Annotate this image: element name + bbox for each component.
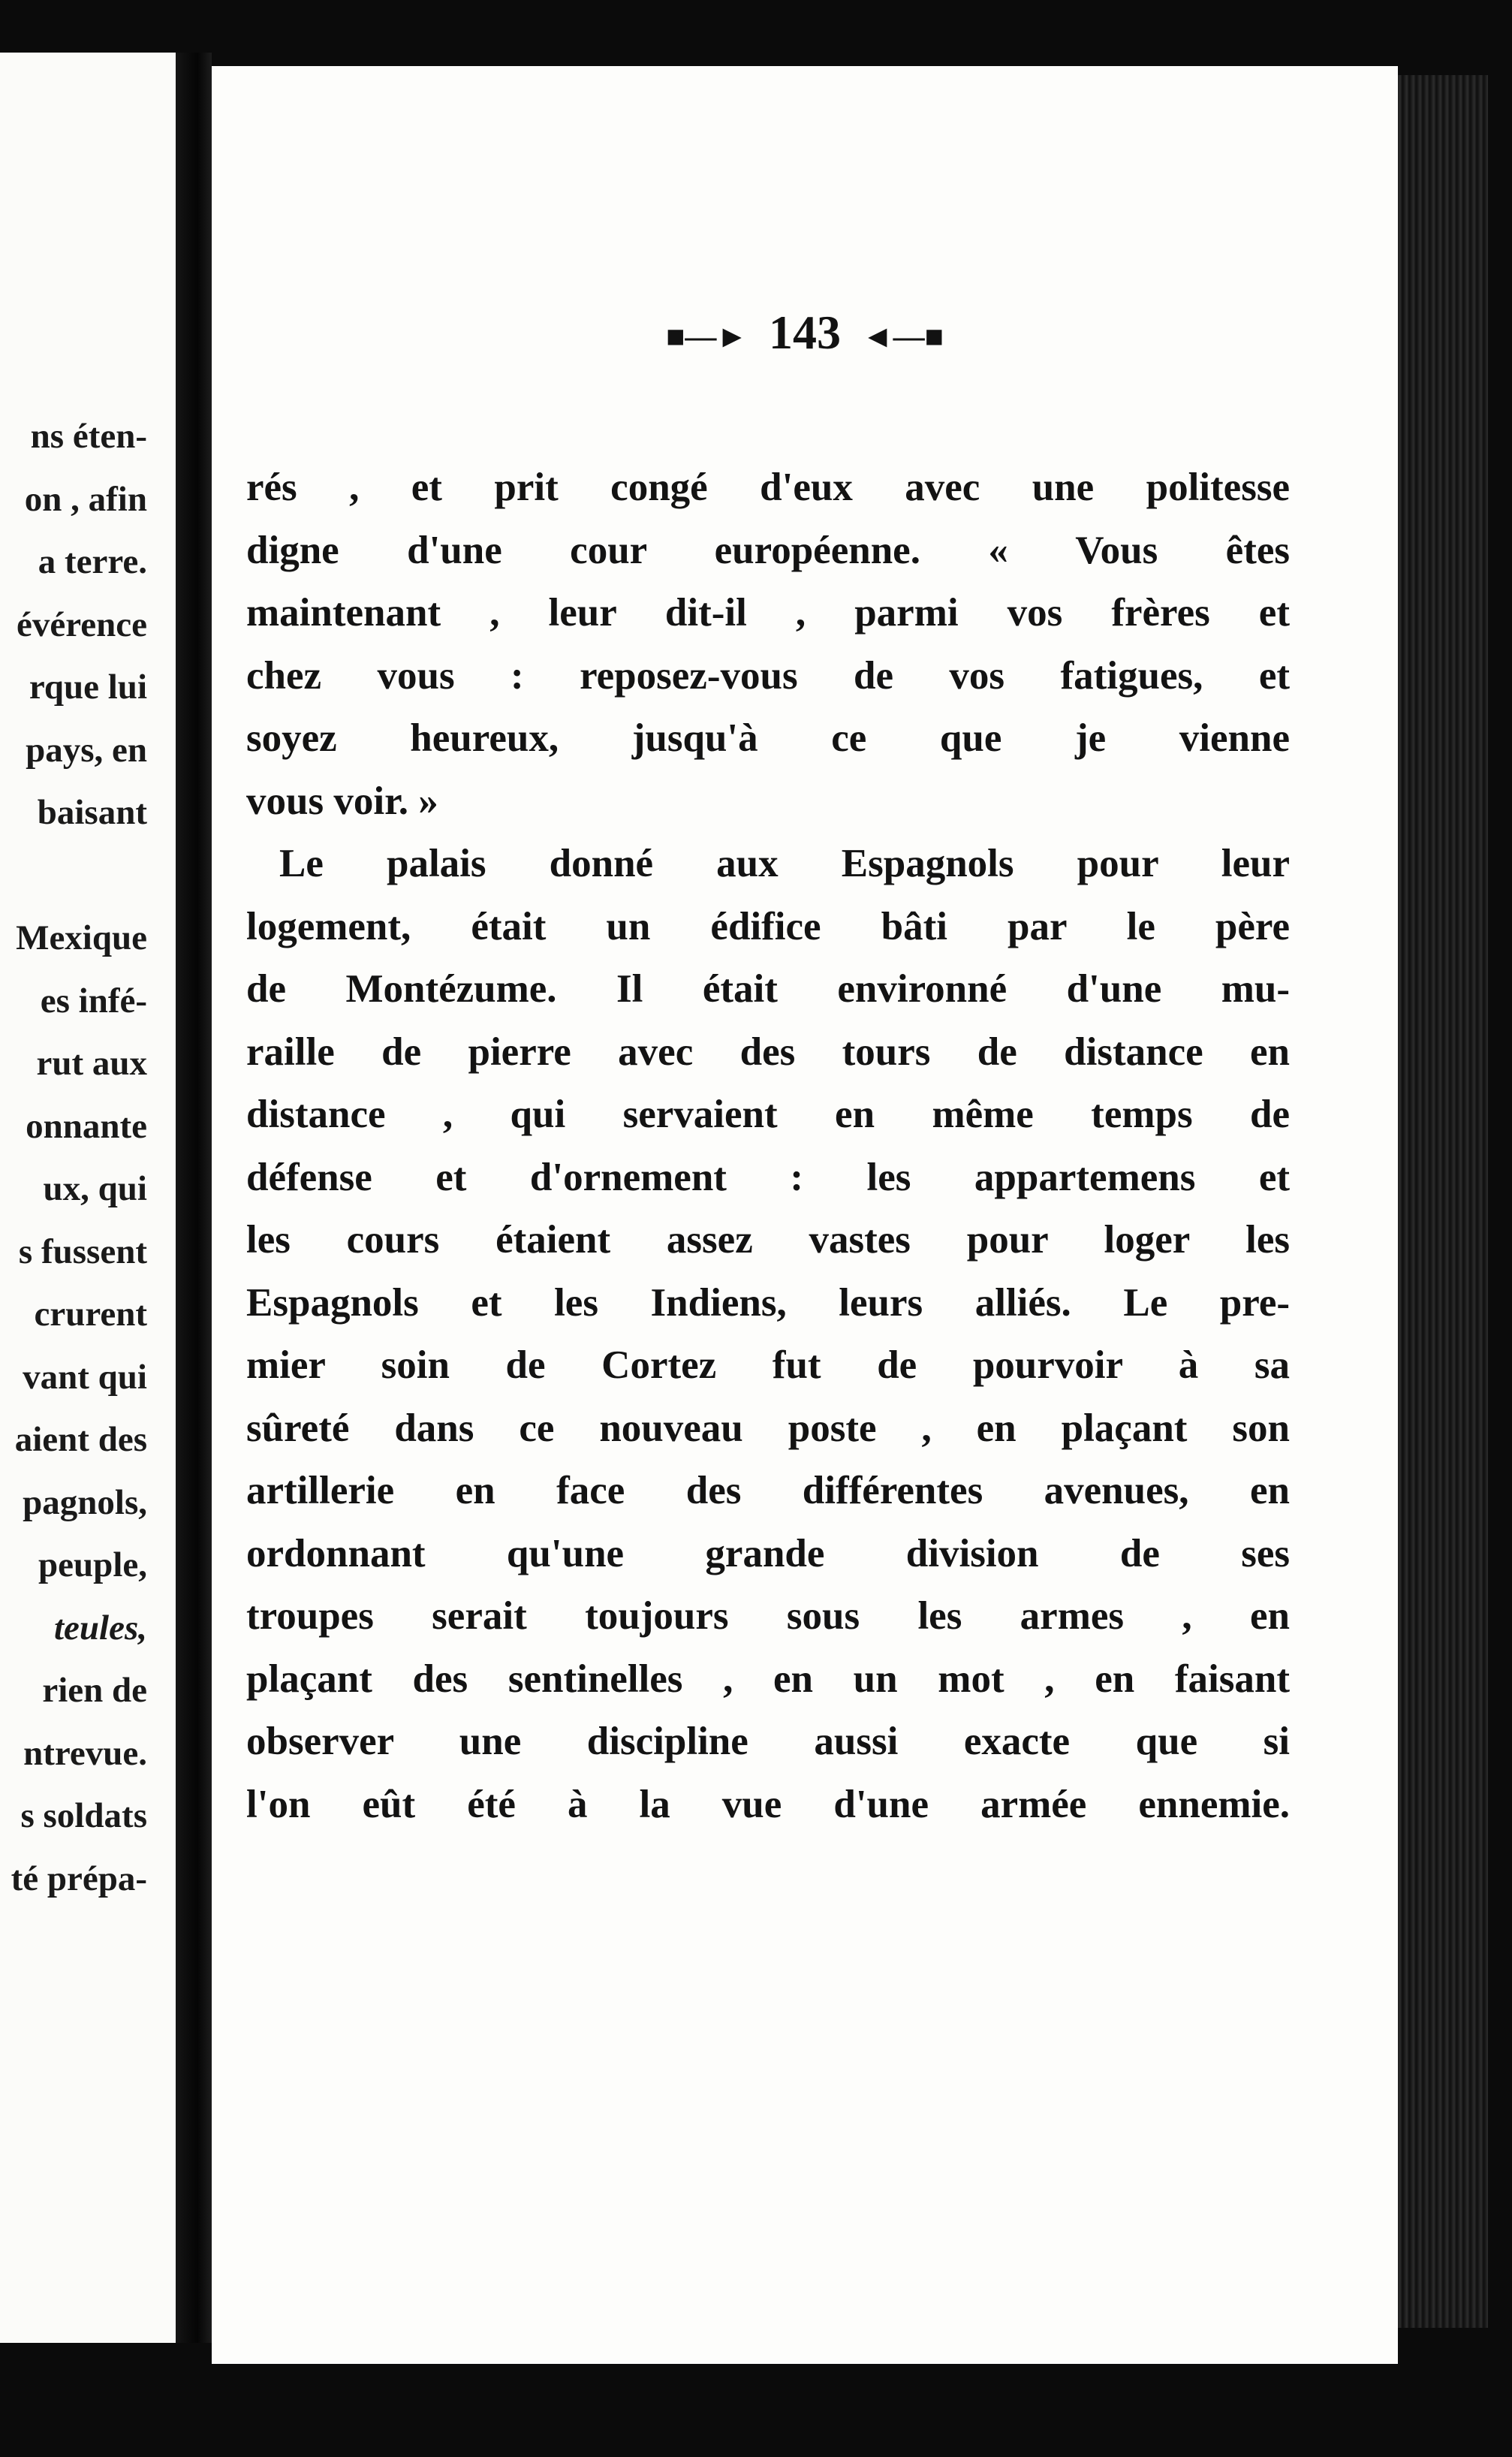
body-text (246, 457, 1290, 1836)
left-line: té prépa- (11, 1859, 147, 1898)
text-line: sûreté dans ce nouveau poste , en plaçant son (246, 1406, 1290, 1450)
text-line: plaçant des sentinelles , en un mot , en faisant (246, 1657, 1290, 1701)
text-line: logement, était un édifice bâti par le père (246, 904, 1290, 948)
left-line: pagnols, (23, 1482, 147, 1522)
text-line: digne d'une cour européenne. « Vous êtes (246, 528, 1290, 572)
text-line: défense et d'ornement : les appartemens et (246, 1155, 1290, 1199)
text-line: les cours étaient assez vastes pour loger les (246, 1218, 1290, 1262)
text-line: mier soin de Cortez fut de pourvoir à sa (246, 1343, 1290, 1387)
left-line: ns éten- (30, 417, 147, 456)
left-line: rut aux (36, 1044, 147, 1083)
left-line: évérence (17, 604, 147, 644)
left-page-text (0, 405, 147, 1910)
left-line: s soldats (20, 1796, 147, 1835)
left-line: rque lui (29, 668, 147, 707)
main-page (212, 66, 1398, 2364)
text-line: observer une discipline aussi exacte que si (246, 1720, 1290, 1763)
left-line: crurent (34, 1295, 147, 1334)
text-line: raille de pierre avec des tours de distance en (246, 1030, 1290, 1074)
left-line: s fussent (18, 1232, 147, 1271)
left-line: baisant (37, 793, 147, 832)
text-line: Espagnols et les Indiens, leurs alliés. Le pre- (246, 1280, 1290, 1325)
text-line: chez vous : reposez-vous de vos fatigues, et (246, 653, 1290, 698)
paragraph-1 (246, 457, 1290, 833)
text-line: vous voir. » (246, 779, 438, 823)
left-line: peuple, (38, 1545, 147, 1584)
text-line: distance , qui servaient en même temps de (246, 1093, 1290, 1136)
left-line: teules, (53, 1608, 147, 1648)
left-line: rien de (42, 1671, 147, 1710)
text-line: l'on eût été à la vue d'une armée ennemie. (246, 1782, 1290, 1826)
text-line: artillerie en face des différentes avenues, en (246, 1469, 1290, 1512)
left-line: Mexique (16, 918, 147, 957)
text-line: troupes serait toujours sous les armes , en (246, 1594, 1290, 1638)
left-line: ux, qui (43, 1169, 147, 1208)
paragraph-2 (246, 833, 1290, 1836)
text-line: de Montézume. Il était environné d'une mu- (246, 967, 1290, 1011)
left-page-fragment (0, 53, 176, 2343)
text-line: maintenant , leur dit-il , parmi vos frères et (246, 591, 1290, 635)
left-line: es infé- (40, 981, 147, 1020)
ornament-right-icon: ◄—■ (862, 320, 944, 355)
text-line: rés , et prit congé d'eux avec une politesse (246, 466, 1290, 509)
ornament-left-icon: ■—► (666, 320, 748, 355)
text-line: ordonnant qu'une grande division de ses (246, 1531, 1290, 1575)
left-line: pays, en (26, 730, 147, 770)
left-line: on , afin (24, 479, 147, 519)
left-line: ntrevue. (23, 1733, 147, 1773)
page-number: 143 (769, 306, 841, 359)
text-line: soyez heureux, jusqu'à ce que je vienne (246, 716, 1290, 760)
left-line: onnante (26, 1106, 147, 1146)
page-header (212, 305, 1398, 360)
left-line (0, 845, 147, 908)
left-line: aient des (14, 1420, 147, 1459)
page-stack-edge (1398, 75, 1488, 2328)
text-line: Le palais donné aux Espagnols pour leur (279, 842, 1290, 885)
book-gutter (176, 53, 212, 2343)
left-line: vant qui (23, 1357, 147, 1397)
left-line: a terre. (38, 542, 147, 581)
